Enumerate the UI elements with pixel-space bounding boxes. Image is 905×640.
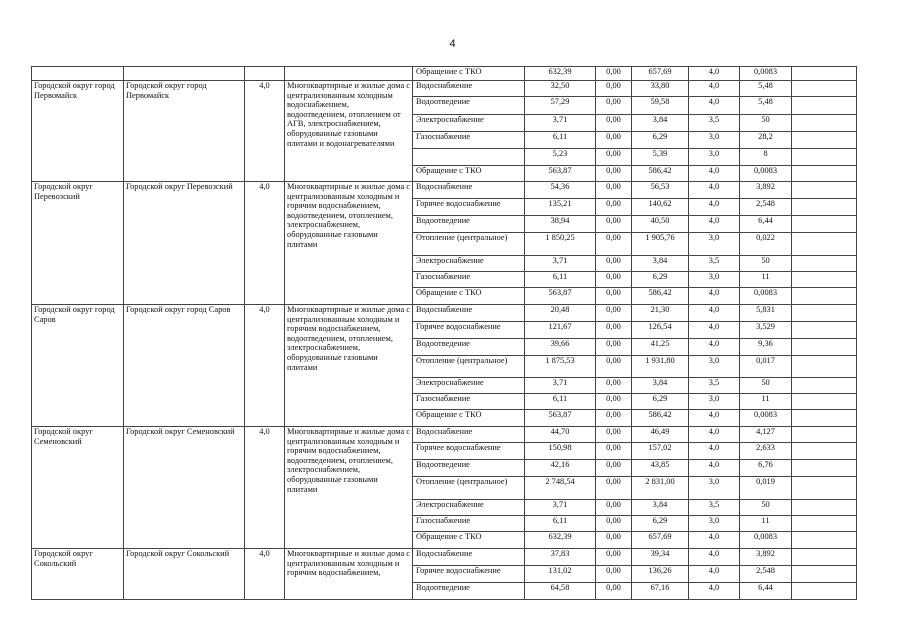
value-cell: 3,84 bbox=[632, 115, 689, 132]
value-cell: 586,42 bbox=[632, 288, 689, 305]
table-row bbox=[32, 81, 857, 97]
value-cell: 5,39 bbox=[632, 149, 689, 166]
service-cell: Электроснабжение bbox=[413, 378, 525, 394]
table-row bbox=[32, 427, 857, 443]
value-cell: 2 831,00 bbox=[632, 477, 689, 500]
value-cell: 0,00 bbox=[596, 427, 632, 443]
value-cell: 2,633 bbox=[740, 443, 792, 460]
value-cell: 21,30 bbox=[632, 305, 689, 322]
municipality-cell: Городской округ Семеновский bbox=[32, 427, 124, 549]
value-cell: 4,0 bbox=[689, 566, 740, 583]
value-cell: 0,00 bbox=[596, 81, 632, 97]
value-cell: 1 905,76 bbox=[632, 233, 689, 256]
value-cell: 39,66 bbox=[525, 339, 596, 356]
empty-cell bbox=[792, 410, 857, 427]
empty-cell bbox=[792, 199, 857, 216]
value-cell: 6,44 bbox=[740, 216, 792, 233]
value-cell: 4,0 bbox=[689, 339, 740, 356]
value-cell: 0,00 bbox=[596, 583, 632, 600]
value-cell: 563,87 bbox=[525, 410, 596, 427]
value-cell: 0,00 bbox=[596, 566, 632, 583]
tariff-table bbox=[31, 66, 857, 600]
empty-cell bbox=[792, 516, 857, 532]
empty-cell bbox=[792, 67, 857, 81]
empty-cell bbox=[792, 378, 857, 394]
value-cell: 0,017 bbox=[740, 356, 792, 378]
area-cell bbox=[124, 67, 245, 81]
table-row bbox=[32, 305, 857, 322]
multiplier-cell: 4,0 bbox=[245, 182, 285, 305]
service-cell: Водоснабжение bbox=[413, 305, 525, 322]
empty-cell bbox=[792, 500, 857, 516]
value-cell: 632,39 bbox=[525, 67, 596, 81]
value-cell: 42,16 bbox=[525, 460, 596, 477]
value-cell: 6,29 bbox=[632, 516, 689, 532]
empty-cell bbox=[792, 288, 857, 305]
value-cell: 0,00 bbox=[596, 339, 632, 356]
municipality-cell: Городской округ город Первомайск bbox=[32, 81, 124, 182]
value-cell: 131,02 bbox=[525, 566, 596, 583]
value-cell: 135,21 bbox=[525, 199, 596, 216]
municipality-cell: Городской округ город Саров bbox=[32, 305, 124, 427]
value-cell: 4,0 bbox=[689, 305, 740, 322]
value-cell: 0,00 bbox=[596, 532, 632, 549]
value-cell: 3,0 bbox=[689, 356, 740, 378]
value-cell: 4,0 bbox=[689, 427, 740, 443]
value-cell: 3,5 bbox=[689, 115, 740, 132]
value-cell: 50 bbox=[740, 256, 792, 272]
value-cell: 3,5 bbox=[689, 500, 740, 516]
multiplier-cell: 4,0 bbox=[245, 549, 285, 600]
value-cell: 64,58 bbox=[525, 583, 596, 600]
value-cell: 0,00 bbox=[596, 97, 632, 115]
municipality-cell: Городской округ Перевозский bbox=[32, 182, 124, 305]
value-cell: 3,71 bbox=[525, 378, 596, 394]
service-cell: Отопление (центральное) bbox=[413, 356, 525, 378]
value-cell: 11 bbox=[740, 516, 792, 532]
service-cell: Водоснабжение bbox=[413, 427, 525, 443]
value-cell: 6,76 bbox=[740, 460, 792, 477]
empty-cell bbox=[792, 356, 857, 378]
value-cell: 4,0 bbox=[689, 443, 740, 460]
empty-cell bbox=[792, 443, 857, 460]
value-cell: 4,0 bbox=[689, 81, 740, 97]
description-cell bbox=[285, 67, 413, 81]
value-cell: 157,02 bbox=[632, 443, 689, 460]
value-cell: 3,5 bbox=[689, 256, 740, 272]
service-cell: Водоснабжение bbox=[413, 81, 525, 97]
value-cell: 0,0083 bbox=[740, 67, 792, 81]
multiplier-cell: 4,0 bbox=[245, 305, 285, 427]
value-cell: 0,00 bbox=[596, 288, 632, 305]
value-cell: 6,11 bbox=[525, 132, 596, 149]
value-cell: 4,0 bbox=[689, 182, 740, 199]
value-cell: 0,0083 bbox=[740, 532, 792, 549]
value-cell: 632,39 bbox=[525, 532, 596, 549]
value-cell: 4,0 bbox=[689, 199, 740, 216]
service-cell: Отопление (центральное) bbox=[413, 233, 525, 256]
value-cell: 2,548 bbox=[740, 199, 792, 216]
value-cell: 0,00 bbox=[596, 500, 632, 516]
value-cell: 67,16 bbox=[632, 583, 689, 600]
area-cell: Городской округ город Саров bbox=[124, 305, 245, 427]
service-cell: Газоснабжение bbox=[413, 272, 525, 288]
value-cell: 4,0 bbox=[689, 322, 740, 339]
value-cell: 39,34 bbox=[632, 549, 689, 566]
service-cell: Обращение с ТКО bbox=[413, 67, 525, 81]
value-cell: 6,29 bbox=[632, 272, 689, 288]
value-cell: 0,00 bbox=[596, 378, 632, 394]
value-cell: 1 931,80 bbox=[632, 356, 689, 378]
service-cell: Газоснабжение bbox=[413, 516, 525, 532]
value-cell: 0,00 bbox=[596, 477, 632, 500]
value-cell: 0,00 bbox=[596, 356, 632, 378]
area-cell: Городской округ Перевозский bbox=[124, 182, 245, 305]
value-cell: 1 850,25 bbox=[525, 233, 596, 256]
value-cell: 4,0 bbox=[689, 532, 740, 549]
value-cell: 50 bbox=[740, 115, 792, 132]
value-cell: 4,0 bbox=[689, 288, 740, 305]
service-cell: Газоснабжение bbox=[413, 394, 525, 410]
value-cell: 1 875,53 bbox=[525, 356, 596, 378]
value-cell: 3,0 bbox=[689, 132, 740, 149]
value-cell: 56,53 bbox=[632, 182, 689, 199]
empty-cell bbox=[792, 233, 857, 256]
value-cell: 6,44 bbox=[740, 583, 792, 600]
empty-cell bbox=[792, 97, 857, 115]
service-cell: Электроснабжение bbox=[413, 256, 525, 272]
value-cell: 0,00 bbox=[596, 132, 632, 149]
empty-cell bbox=[792, 216, 857, 233]
value-cell: 40,50 bbox=[632, 216, 689, 233]
service-cell: Водоотведение bbox=[413, 97, 525, 115]
value-cell: 37,83 bbox=[525, 549, 596, 566]
value-cell: 4,0 bbox=[689, 549, 740, 566]
value-cell: 3,0 bbox=[689, 516, 740, 532]
service-cell: Отопление (центральное) bbox=[413, 477, 525, 500]
value-cell: 0,0083 bbox=[740, 410, 792, 427]
empty-cell bbox=[792, 115, 857, 132]
empty-cell bbox=[792, 182, 857, 199]
empty-cell bbox=[792, 272, 857, 288]
value-cell: 0,00 bbox=[596, 549, 632, 566]
value-cell: 3,71 bbox=[525, 115, 596, 132]
value-cell: 6,11 bbox=[525, 516, 596, 532]
value-cell: 3,84 bbox=[632, 256, 689, 272]
multiplier-cell: 4,0 bbox=[245, 81, 285, 182]
service-cell: Электроснабжение bbox=[413, 115, 525, 132]
value-cell: 657,69 bbox=[632, 67, 689, 81]
table-row bbox=[32, 67, 857, 81]
value-cell: 4,0 bbox=[689, 67, 740, 81]
value-cell: 4,0 bbox=[689, 216, 740, 233]
table-row bbox=[32, 182, 857, 199]
service-cell: Электроснабжение bbox=[413, 500, 525, 516]
value-cell: 5,23 bbox=[525, 149, 596, 166]
service-cell bbox=[413, 149, 525, 166]
service-cell: Водоотведение bbox=[413, 216, 525, 233]
value-cell: 33,80 bbox=[632, 81, 689, 97]
value-cell: 0,00 bbox=[596, 322, 632, 339]
value-cell: 0,00 bbox=[596, 443, 632, 460]
value-cell: 11 bbox=[740, 272, 792, 288]
value-cell: 0,00 bbox=[596, 272, 632, 288]
value-cell: 2 748,54 bbox=[525, 477, 596, 500]
value-cell: 3,5 bbox=[689, 378, 740, 394]
value-cell: 150,98 bbox=[525, 443, 596, 460]
empty-cell bbox=[792, 322, 857, 339]
value-cell: 3,71 bbox=[525, 500, 596, 516]
value-cell: 4,127 bbox=[740, 427, 792, 443]
value-cell: 6,29 bbox=[632, 394, 689, 410]
value-cell: 5,48 bbox=[740, 97, 792, 115]
value-cell: 6,11 bbox=[525, 272, 596, 288]
empty-cell bbox=[792, 549, 857, 566]
value-cell: 4,0 bbox=[689, 460, 740, 477]
service-cell: Обращение с ТКО bbox=[413, 532, 525, 549]
empty-cell bbox=[792, 583, 857, 600]
empty-cell bbox=[792, 149, 857, 166]
value-cell: 0,00 bbox=[596, 233, 632, 256]
value-cell: 563,87 bbox=[525, 166, 596, 182]
empty-cell bbox=[792, 339, 857, 356]
value-cell: 6,29 bbox=[632, 132, 689, 149]
value-cell: 0,00 bbox=[596, 460, 632, 477]
value-cell: 563,87 bbox=[525, 288, 596, 305]
service-cell: Горячее водоснабжение bbox=[413, 199, 525, 216]
area-cell: Городской округ Сокольский bbox=[124, 549, 245, 600]
service-cell: Обращение с ТКО bbox=[413, 166, 525, 182]
value-cell: 20,48 bbox=[525, 305, 596, 322]
value-cell: 0,00 bbox=[596, 216, 632, 233]
value-cell: 0,00 bbox=[596, 199, 632, 216]
value-cell: 3,71 bbox=[525, 256, 596, 272]
service-cell: Водоснабжение bbox=[413, 182, 525, 199]
value-cell: 4,0 bbox=[689, 583, 740, 600]
value-cell: 3,0 bbox=[689, 233, 740, 256]
empty-cell bbox=[792, 532, 857, 549]
table-row bbox=[32, 549, 857, 566]
service-cell: Обращение с ТКО bbox=[413, 410, 525, 427]
value-cell: 0,0083 bbox=[740, 166, 792, 182]
value-cell: 4,0 bbox=[689, 166, 740, 182]
value-cell: 2,548 bbox=[740, 566, 792, 583]
value-cell: 41,25 bbox=[632, 339, 689, 356]
service-cell: Горячее водоснабжение bbox=[413, 322, 525, 339]
value-cell: 54,36 bbox=[525, 182, 596, 199]
value-cell: 50 bbox=[740, 500, 792, 516]
value-cell: 3,529 bbox=[740, 322, 792, 339]
value-cell: 3,84 bbox=[632, 378, 689, 394]
value-cell: 50 bbox=[740, 378, 792, 394]
empty-cell bbox=[792, 256, 857, 272]
value-cell: 586,42 bbox=[632, 166, 689, 182]
value-cell: 0,00 bbox=[596, 115, 632, 132]
value-cell: 3,84 bbox=[632, 500, 689, 516]
area-cell: Городской округ Семеновский bbox=[124, 427, 245, 549]
table-body bbox=[32, 67, 857, 600]
value-cell: 0,00 bbox=[596, 166, 632, 182]
service-cell: Горячее водоснабжение bbox=[413, 566, 525, 583]
empty-cell bbox=[792, 460, 857, 477]
value-cell: 43,85 bbox=[632, 460, 689, 477]
page-number: 4 bbox=[449, 38, 456, 50]
value-cell: 0,00 bbox=[596, 305, 632, 322]
value-cell: 3,0 bbox=[689, 149, 740, 166]
empty-cell bbox=[792, 305, 857, 322]
value-cell: 5,831 bbox=[740, 305, 792, 322]
value-cell: 0,00 bbox=[596, 256, 632, 272]
value-cell: 32,50 bbox=[525, 81, 596, 97]
value-cell: 0,022 bbox=[740, 233, 792, 256]
value-cell: 6,11 bbox=[525, 394, 596, 410]
service-cell: Газоснабжение bbox=[413, 132, 525, 149]
value-cell: 0,00 bbox=[596, 394, 632, 410]
municipality-cell bbox=[32, 67, 124, 81]
value-cell: 44,70 bbox=[525, 427, 596, 443]
value-cell: 3,0 bbox=[689, 477, 740, 500]
value-cell: 0,0083 bbox=[740, 288, 792, 305]
value-cell: 3,0 bbox=[689, 272, 740, 288]
value-cell: 0,00 bbox=[596, 182, 632, 199]
description-cell: Многоквартирные и жилые дома с централизованным холодным и горячим водоснабжением, водоотведением, отоплением, электроснабжением, оборудованные газовыми плитами bbox=[285, 182, 413, 305]
service-cell: Водоотведение bbox=[413, 460, 525, 477]
value-cell: 126,54 bbox=[632, 322, 689, 339]
empty-cell bbox=[792, 566, 857, 583]
value-cell: 3,0 bbox=[689, 394, 740, 410]
service-cell: Водоотведение bbox=[413, 339, 525, 356]
service-cell: Обращение с ТКО bbox=[413, 288, 525, 305]
service-cell: Горячее водоснабжение bbox=[413, 443, 525, 460]
value-cell: 8 bbox=[740, 149, 792, 166]
description-cell: Многоквартирные и жилые дома с централизованным холодным и горячим водоснабжением, водоотведением, отоплением, электроснабжением, оборудованные газовыми плитами bbox=[285, 305, 413, 427]
value-cell: 4,0 bbox=[689, 97, 740, 115]
value-cell: 3,892 bbox=[740, 549, 792, 566]
value-cell: 586,42 bbox=[632, 410, 689, 427]
value-cell: 136,26 bbox=[632, 566, 689, 583]
value-cell: 657,69 bbox=[632, 532, 689, 549]
value-cell: 28,2 bbox=[740, 132, 792, 149]
value-cell: 9,36 bbox=[740, 339, 792, 356]
service-cell: Водоснабжение bbox=[413, 549, 525, 566]
value-cell: 121,67 bbox=[525, 322, 596, 339]
value-cell: 11 bbox=[740, 394, 792, 410]
description-cell: Многоквартирные и жилые дома с централизованным холодным и горячим водоснабжением, водоотведением, отоплением, электроснабжением, оборудованные газовыми плитами bbox=[285, 427, 413, 549]
value-cell: 4,0 bbox=[689, 410, 740, 427]
value-cell: 140,62 bbox=[632, 199, 689, 216]
description-cell: Многоквартирные и жилые дома с централизованным холодным и горячим водоснабжением, bbox=[285, 549, 413, 600]
value-cell: 0,00 bbox=[596, 516, 632, 532]
municipality-cell: Городской округ Сокольский bbox=[32, 549, 124, 600]
empty-cell bbox=[792, 166, 857, 182]
empty-cell bbox=[792, 427, 857, 443]
value-cell: 0,00 bbox=[596, 410, 632, 427]
value-cell: 3,892 bbox=[740, 182, 792, 199]
multiplier-cell bbox=[245, 67, 285, 81]
value-cell: 57,29 bbox=[525, 97, 596, 115]
value-cell: 0,00 bbox=[596, 67, 632, 81]
service-cell: Водоотведение bbox=[413, 583, 525, 600]
value-cell: 59,58 bbox=[632, 97, 689, 115]
value-cell: 38,94 bbox=[525, 216, 596, 233]
value-cell: 46,49 bbox=[632, 427, 689, 443]
value-cell: 5,48 bbox=[740, 81, 792, 97]
multiplier-cell: 4,0 bbox=[245, 427, 285, 549]
empty-cell bbox=[792, 477, 857, 500]
value-cell: 0,00 bbox=[596, 149, 632, 166]
area-cell: Городской округ город Первомайск bbox=[124, 81, 245, 182]
value-cell: 0,019 bbox=[740, 477, 792, 500]
empty-cell bbox=[792, 132, 857, 149]
empty-cell bbox=[792, 81, 857, 97]
empty-cell bbox=[792, 394, 857, 410]
description-cell: Многоквартирные и жилые дома с централизованным холодным водоснабжением, водоотведением, отоплением от АГВ, электроснабжением, оборудованные газовыми плитами и водонагревателями bbox=[285, 81, 413, 182]
